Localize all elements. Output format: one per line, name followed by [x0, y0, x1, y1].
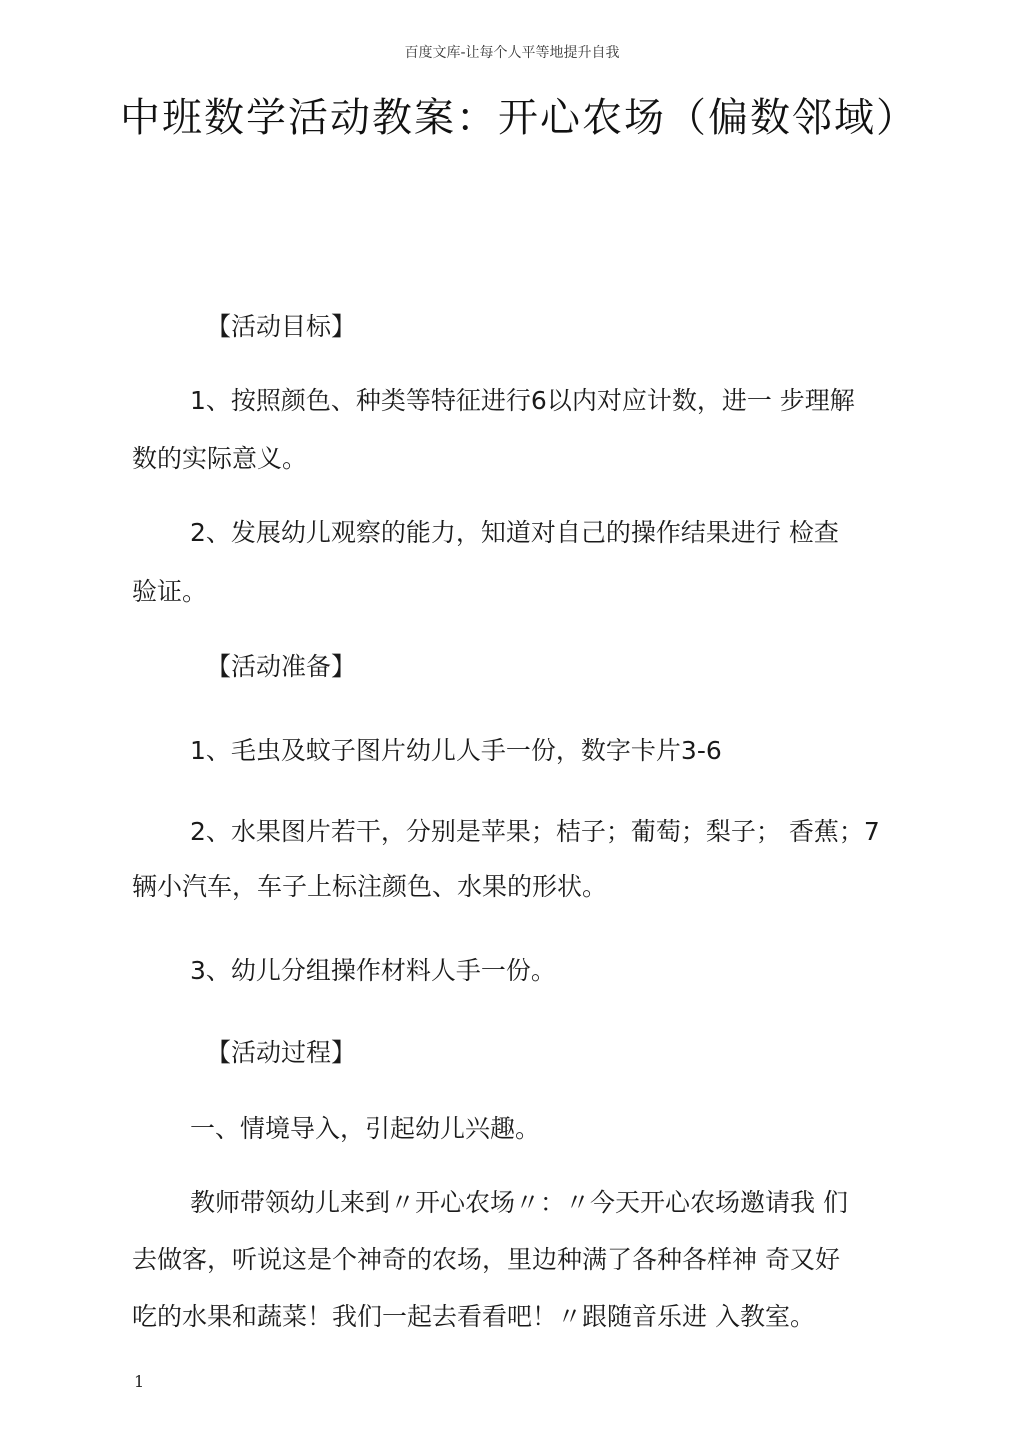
document-title: 中班数学活动教案：开心农场（偏数邻域）	[120, 95, 918, 141]
prep-item-2-line-2: 辆小汽车，车子上标注颜色、水果的形状。	[132, 872, 608, 901]
page-number: 1	[134, 1372, 145, 1391]
prep-item-1: 1、毛虫及蚊子图片幼儿人手一份，数字卡片3-6	[190, 736, 722, 765]
goal-2-line-1: 2、发展幼儿观察的能力，知道对自己的操作结果进行 检查	[190, 518, 839, 547]
goal-1-line-2: 数的实际意义。	[132, 444, 308, 473]
paragraph-line-2: 去做客，听说这是个神奇的农场，里边种满了各种各样神 奇又好	[132, 1245, 840, 1274]
goal-1-line-1: 1、按照颜色、种类等特征进行6以内对应计数，进一 步理解	[190, 386, 855, 415]
section-heading-goals: 【活动目标】	[206, 312, 357, 341]
section-heading-preparation: 【活动准备】	[206, 652, 357, 681]
prep-item-3: 3、幼儿分组操作材料人手一份。	[190, 956, 556, 985]
goal-2-line-2: 验证。	[132, 577, 208, 606]
page-header: 百度文库-让每个人平等地提升自我	[404, 45, 620, 61]
section-heading-process: 【活动过程】	[206, 1038, 357, 1067]
paragraph-line-3: 吃的水果和蔬菜！我们一起去看看吧！〃跟随音乐进 入教室。	[132, 1302, 815, 1331]
process-step-1: 一、情境导入，引起幼儿兴趣。	[190, 1114, 541, 1143]
prep-item-2-line-1: 2、水果图片若干，分别是苹果；桔子；葡萄；梨子； 香蕉；7	[190, 817, 880, 846]
paragraph-line-1: 教师带领幼儿来到〃开心农场〃：〃今天开心农场邀请我 们	[190, 1188, 848, 1217]
